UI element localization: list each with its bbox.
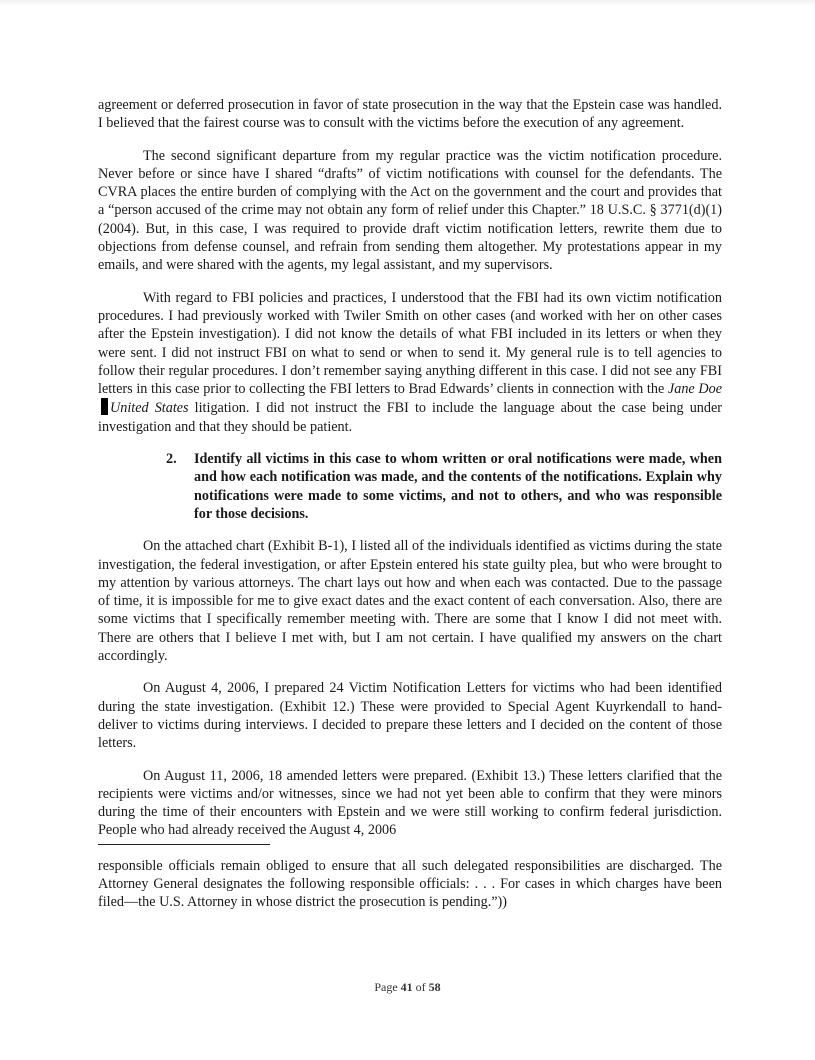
footnote-text: responsible officials remain obliged to ensure that all such delegated responsibilities are discharged. The Attorney General designates the following responsible officials: . . . For cases in which charges have been filed—the U.S. Attorney in whose district the prosecution is pending.”)) <box>98 857 722 911</box>
document-page <box>98 96 722 912</box>
paragraph-3-text-a: With regard to FBI policies and practices, I understood that the FBI had its own victim notification procedures. I had previously worked with Twiler Smith on other cases (and worked with her on other cases after the Epstein investigation). I did not know the details of what FBI included in its letters or when they were sent. I did not instruct FBI on what to send or when to send it. My general rule is to tell agencies to follow their regular procedures. I don’t remember saying anything different in this case. I did not see any FBI letters in this case prior to collecting the FBI letters to Brad Edwards’ clients in connection with the <box>98 289 722 398</box>
page-label: Page <box>374 980 398 994</box>
current-page: 41 <box>400 980 413 994</box>
paragraph-2: The second significant departure from my regular practice was the victim notification procedure. Never before or since have I shared “drafts” of victim notifications with counsel for the defendants. The CVRA places the entire burden of complying with the Act on the government and the court and provides that a “person accused of the crime may not obtain any form of relief under this Chapter.” 18 U.S.C. § 3771(d)(1) (2004). But, in this case, I was required to provide draft victim notification letters, rewrite them due to objections from defense counsel, and refrain from sending them altogether. My protestations appear in my emails, and were shared with the agents, my legal assistant, and my supervisors. <box>98 147 722 274</box>
paragraph-4: On the attached chart (Exhibit B-1), I listed all of the individuals identified as victims during the state investigation, the federal investigation, or after Epstein entered his state guilty plea, but who were brought to my attention by various attorneys. The chart lays out how and when each was contacted. Due to the passage of time, it is impossible for me to give exact dates and the exact content of each conversation. Also, there are some victims that I specifically remember meeting with. There are some that I know I did not meet with. There are others that I believe I met with, but I am not certain. I have qualified my answers on the chart accordingly. <box>98 538 722 665</box>
paragraph-3-text-b: litigation. I did not instruct the FBI to include the language about the case being under investigation and that they should be patient. <box>98 400 722 435</box>
paragraph-3 <box>98 289 722 436</box>
paragraph-1: agreement or deferred prosecution in favor of state prosecution in the way that the Epstein case was handled. I believed that the fairest course was to consult with the victims before the execution of any agreement. <box>98 97 722 132</box>
page-number <box>0 980 815 995</box>
page-of: of <box>415 980 426 994</box>
paragraph-5: On August 4, 2006, I prepared 24 Victim Notification Letters for victims who had been identified during the state investigation. (Exhibit 12.) These were provided to Special Agent Kuyrkendall to hand-deliver to victims during interviews. I decided to prepare these letters and I decided on the content of those letters. <box>98 680 722 752</box>
scan-edge <box>0 0 815 6</box>
redaction-mark <box>101 398 108 415</box>
total-pages: 58 <box>428 980 441 994</box>
question-text: Identify all victims in this case to whom written or oral notifications were made, when and how each notification was made, and the contents of the notifications. Explain why notifications were made to some victims, and not to others, and who was responsible for those decisions. <box>194 451 722 522</box>
question-number: 2. <box>166 451 177 468</box>
case-name-defendant: United States <box>110 400 189 417</box>
paragraph-6: On August 11, 2006, 18 amended letters were prepared. (Exhibit 13.) These letters clarified that the recipients were victims and/or witnesses, since we had not yet been able to confirm that they were minors during the time of their encounters with Epstein and we were still working to confirm federal jurisdiction. People who had already received the August 4, 2006 <box>98 767 722 839</box>
numbered-question <box>166 450 722 523</box>
case-name-plaintiff: Jane Doe <box>667 381 722 398</box>
footnote-divider <box>98 844 270 845</box>
